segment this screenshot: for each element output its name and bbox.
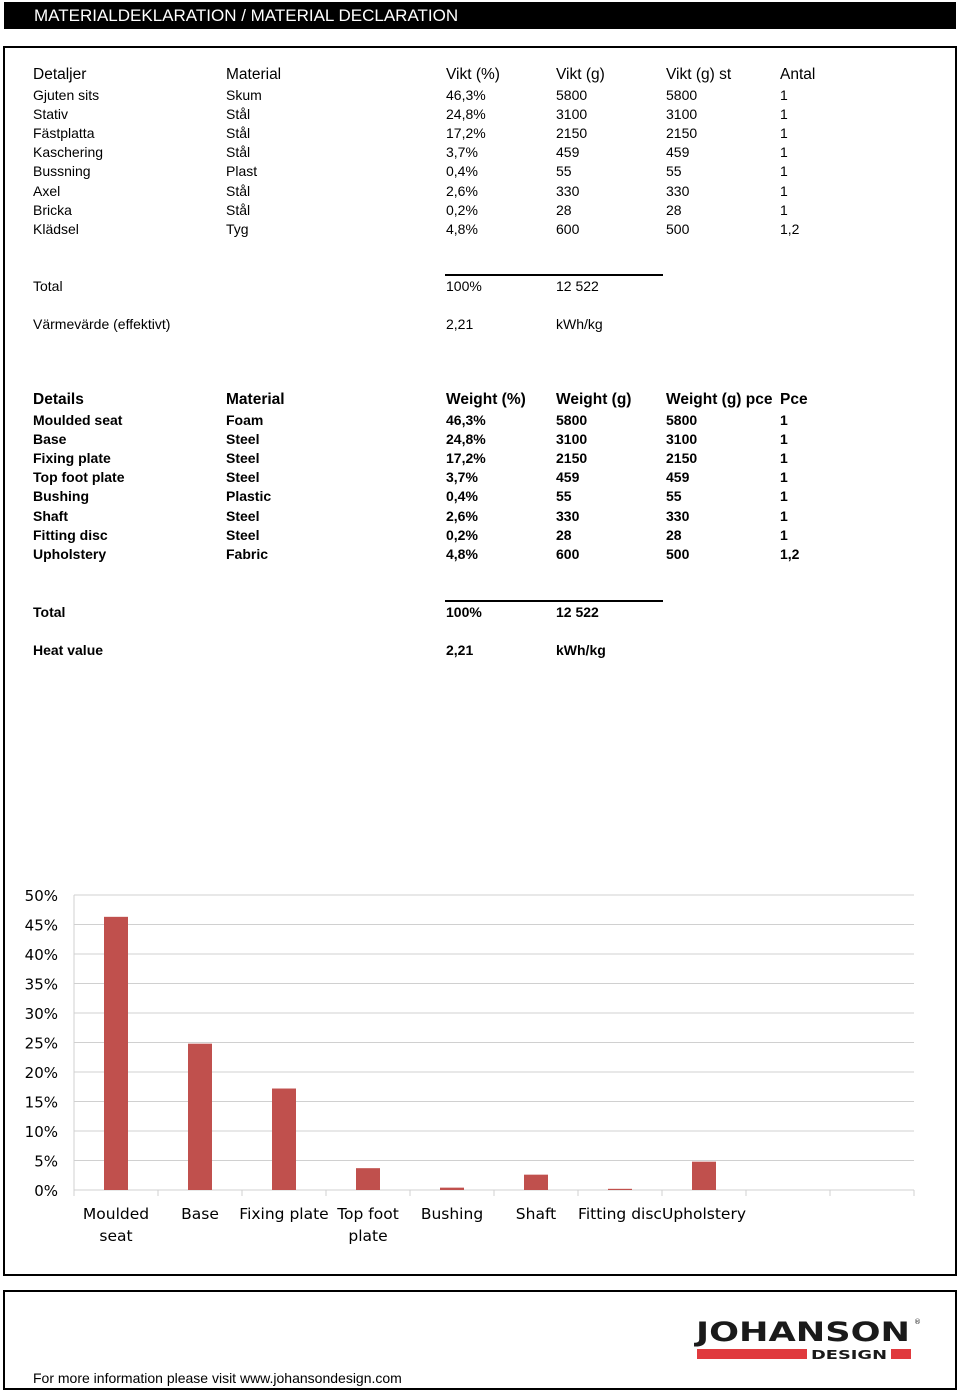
y-tick-label: 20%: [24, 1064, 58, 1082]
y-tick-label: 40%: [24, 946, 58, 964]
sv-col-details: Detaljer: [33, 66, 87, 83]
sw-cell-weight-pce: 5800: [666, 87, 698, 103]
en-cell-weight-g: 459: [556, 469, 580, 486]
logo-bar-left: [697, 1349, 807, 1359]
en-col-count: Pce: [780, 391, 808, 408]
en-heat-label: Heat value: [33, 642, 104, 658]
header-bar: [4, 2, 956, 29]
en-cell-details: Bushing: [33, 488, 89, 505]
en-cell-details: Fixing plate: [33, 450, 111, 467]
sw-cell-material: Stål: [226, 182, 251, 199]
logo-main-text: JOHANSON: [693, 1317, 910, 1348]
sw-cell-material: Stål: [226, 144, 251, 161]
category-label: Base: [181, 1205, 219, 1223]
footer-info: For more information please visit www.johansondesign.com: [33, 1370, 402, 1386]
en-cell-material: Steel: [226, 469, 260, 486]
en-total-label: Total: [33, 604, 66, 620]
en-col-material: Material: [226, 391, 285, 408]
sw-cell-weight-pce: 500: [666, 220, 690, 237]
sw-cell-weight-pct: 46,3%: [446, 87, 486, 103]
en-heat-unit: kWh/kg: [556, 642, 606, 658]
sw-cell-weight-g: 5800: [556, 87, 588, 103]
sw-cell-details: Bricka: [33, 201, 72, 218]
sv-total-label: Total: [33, 278, 63, 294]
en-cell-weight-g: 28: [556, 526, 572, 543]
sw-cell-count: 1: [780, 201, 788, 218]
sw-cell-weight-g: 28: [556, 201, 572, 218]
en-cell-weight-pct: 0,4%: [446, 488, 478, 505]
sw-cell-weight-pce: 459: [666, 144, 690, 161]
en-cell-weight-pce: 5800: [666, 412, 698, 428]
sw-cell-details: Gjuten sits: [33, 87, 100, 103]
sw-cell-details: Fästplatta: [33, 125, 95, 142]
sw-cell-weight-pce: 3100: [666, 106, 698, 123]
y-tick-label: 0%: [34, 1182, 58, 1200]
y-tick-label: 50%: [24, 887, 58, 905]
en-cell-material: Steel: [226, 450, 260, 467]
sw-cell-count: 1: [780, 125, 788, 142]
logo-bar-right: [891, 1349, 911, 1359]
sw-cell-weight-g: 55: [556, 163, 572, 180]
en-cell-material: Fabric: [226, 545, 269, 562]
en-cell-weight-pce: 2150: [666, 450, 698, 467]
sv-col-weight-pce: Vikt (g) st: [666, 66, 732, 83]
en-col-weight-pct: Weight (%): [446, 391, 526, 408]
en-cell-count: 1: [780, 488, 788, 505]
category-label: Bushing: [420, 1205, 484, 1223]
en-total-weight: 12 522: [556, 604, 599, 620]
en-cell-weight-pct: 17,2%: [446, 450, 486, 467]
sw-cell-weight-pct: 4,8%: [446, 220, 478, 237]
sv-col-weight-pct: Vikt (%): [446, 66, 500, 83]
en-cell-weight-pct: 0,2%: [446, 526, 478, 543]
sw-cell-count: 1: [780, 163, 788, 180]
y-tick-label: 45%: [24, 916, 58, 935]
category-label: Upholstery: [661, 1205, 747, 1223]
sw-cell-details: Bussning: [33, 163, 91, 180]
category-label: Fixing plate: [239, 1205, 329, 1223]
en-cell-weight-g: 2150: [556, 450, 588, 467]
en-cell-count: 1: [780, 431, 788, 448]
en-cell-details: Fitting disc: [33, 526, 108, 543]
bar-bushing: [440, 1188, 464, 1190]
category-label: Top foot: [337, 1205, 399, 1223]
sw-cell-material: Stål: [226, 125, 251, 142]
y-tick-label: 35%: [24, 975, 58, 994]
sv-total-rule: [445, 274, 663, 276]
logo-sub-text: DESIGN: [811, 1348, 887, 1362]
bar-base: [188, 1044, 212, 1190]
sw-cell-material: Stål: [226, 106, 251, 123]
sw-cell-material: Skum: [226, 87, 262, 103]
en-cell-weight-g: 3100: [556, 431, 588, 448]
sw-cell-weight-pct: 17,2%: [446, 125, 486, 142]
sw-cell-weight-g: 2150: [556, 125, 588, 142]
sv-col-weight-g: Vikt (g): [556, 66, 605, 83]
bar-fitting-disc: [608, 1189, 632, 1190]
sv-col-material: Material: [226, 66, 282, 83]
sw-cell-count: 1: [780, 182, 788, 199]
en-cell-weight-pct: 46,3%: [446, 412, 486, 428]
sw-cell-weight-pct: 2,6%: [446, 182, 478, 199]
sw-cell-weight-pct: 3,7%: [446, 144, 478, 161]
sw-cell-details: Stativ: [33, 106, 69, 123]
sv-heat-value: 2,21: [446, 316, 474, 332]
y-tick-label: 10%: [24, 1123, 58, 1141]
en-cell-weight-pce: 28: [666, 526, 682, 543]
en-col-details: Details: [33, 391, 84, 408]
sv-heat-unit: kWh/kg: [556, 316, 603, 332]
sw-cell-count: 1: [780, 87, 788, 103]
en-cell-weight-g: 55: [556, 488, 572, 505]
sw-cell-weight-pct: 24,8%: [446, 106, 486, 123]
y-tick-label: 30%: [24, 1005, 58, 1023]
johanson-design-logo: [693, 1316, 919, 1366]
sw-cell-weight-pct: 0,2%: [446, 201, 478, 218]
sv-col-count: Antal: [780, 66, 816, 83]
en-cell-details: Shaft: [33, 507, 68, 524]
en-cell-weight-pce: 459: [666, 469, 690, 486]
svg-text:®: ®: [914, 1318, 921, 1326]
sw-cell-count: 1: [780, 144, 788, 161]
sw-cell-material: Tyg: [226, 220, 249, 237]
sw-cell-weight-pce: 55: [666, 163, 682, 180]
y-tick-label: 15%: [24, 1093, 58, 1112]
category-label: Moulded: [82, 1205, 150, 1223]
en-cell-details: Base: [33, 431, 67, 448]
en-cell-material: Steel: [226, 526, 260, 543]
sw-cell-material: Stål: [226, 201, 251, 218]
sv-total-percent: 100%: [446, 278, 482, 294]
en-total-rule: [445, 600, 663, 602]
en-cell-weight-pct: 2,6%: [446, 507, 478, 524]
en-cell-weight-g: 5800: [556, 412, 588, 428]
category-label: Fitting disc: [578, 1205, 662, 1223]
en-cell-weight-pct: 4,8%: [446, 545, 478, 562]
category-label: plate: [348, 1227, 388, 1245]
en-cell-count: 1: [780, 469, 788, 486]
bar-shaft: [524, 1175, 548, 1190]
bar-fixing-plate: [272, 1089, 296, 1190]
en-cell-details: Top foot plate: [33, 469, 125, 486]
en-col-weight-g: Weight (g): [556, 391, 632, 408]
en-cell-weight-g: 600: [556, 545, 580, 562]
en-total-percent: 100%: [446, 604, 482, 620]
sv-total-weight: 12 522: [556, 278, 599, 294]
en-cell-material: Foam: [226, 412, 264, 428]
sw-cell-details: Axel: [33, 182, 61, 199]
en-cell-count: 1: [780, 507, 788, 524]
en-cell-weight-pct: 24,8%: [446, 431, 486, 448]
bar-top-foot-plate: [356, 1168, 380, 1190]
en-cell-weight-g: 330: [556, 507, 580, 524]
en-cell-details: Moulded seat: [33, 412, 123, 428]
en-cell-weight-pct: 3,7%: [446, 469, 478, 486]
en-cell-count: 1: [780, 526, 788, 543]
en-col-weight-pce: Weight (g) pce: [666, 391, 773, 408]
bar-moulded-seat: [104, 917, 128, 1190]
sw-cell-material: Plast: [226, 163, 258, 180]
sw-cell-weight-pce: 2150: [666, 125, 698, 142]
en-cell-material: Plastic: [226, 488, 272, 505]
sw-cell-weight-g: 600: [556, 220, 580, 237]
y-tick-label: 5%: [34, 1152, 58, 1171]
en-cell-weight-pce: 3100: [666, 431, 698, 448]
y-tick-label: 25%: [24, 1034, 58, 1053]
en-cell-material: Steel: [226, 431, 260, 448]
en-cell-material: Steel: [226, 507, 260, 524]
category-label: Shaft: [515, 1205, 557, 1223]
sw-cell-count: 1,2: [780, 220, 800, 237]
sw-cell-details: Kaschering: [33, 144, 104, 161]
sw-cell-count: 1: [780, 106, 788, 123]
en-cell-weight-pce: 330: [666, 507, 690, 524]
en-heat-value: 2,21: [446, 642, 474, 658]
page-title: MATERIALDEKLARATION / MATERIAL DECLARATION: [34, 6, 459, 25]
en-cell-count: 1,2: [780, 545, 800, 562]
sw-cell-details: Klädsel: [33, 220, 79, 237]
en-cell-weight-pce: 500: [666, 545, 690, 562]
sw-cell-weight-pce: 28: [666, 201, 682, 218]
weight-bar-chart: [0, 870, 960, 1260]
en-cell-weight-pce: 55: [666, 488, 682, 505]
category-label: seat: [99, 1227, 133, 1245]
en-cell-count: 1: [780, 450, 788, 467]
sw-cell-weight-g: 459: [556, 144, 580, 161]
sw-cell-weight-pct: 0,4%: [446, 163, 478, 180]
sw-cell-weight-g: 330: [556, 182, 580, 199]
en-cell-count: 1: [780, 412, 788, 428]
sw-cell-weight-g: 3100: [556, 106, 588, 123]
sv-heat-label: Värmevärde (effektivt): [33, 316, 171, 332]
bar-upholstery: [692, 1162, 716, 1190]
sw-cell-weight-pce: 330: [666, 182, 690, 199]
en-cell-details: Upholstery: [33, 545, 107, 562]
